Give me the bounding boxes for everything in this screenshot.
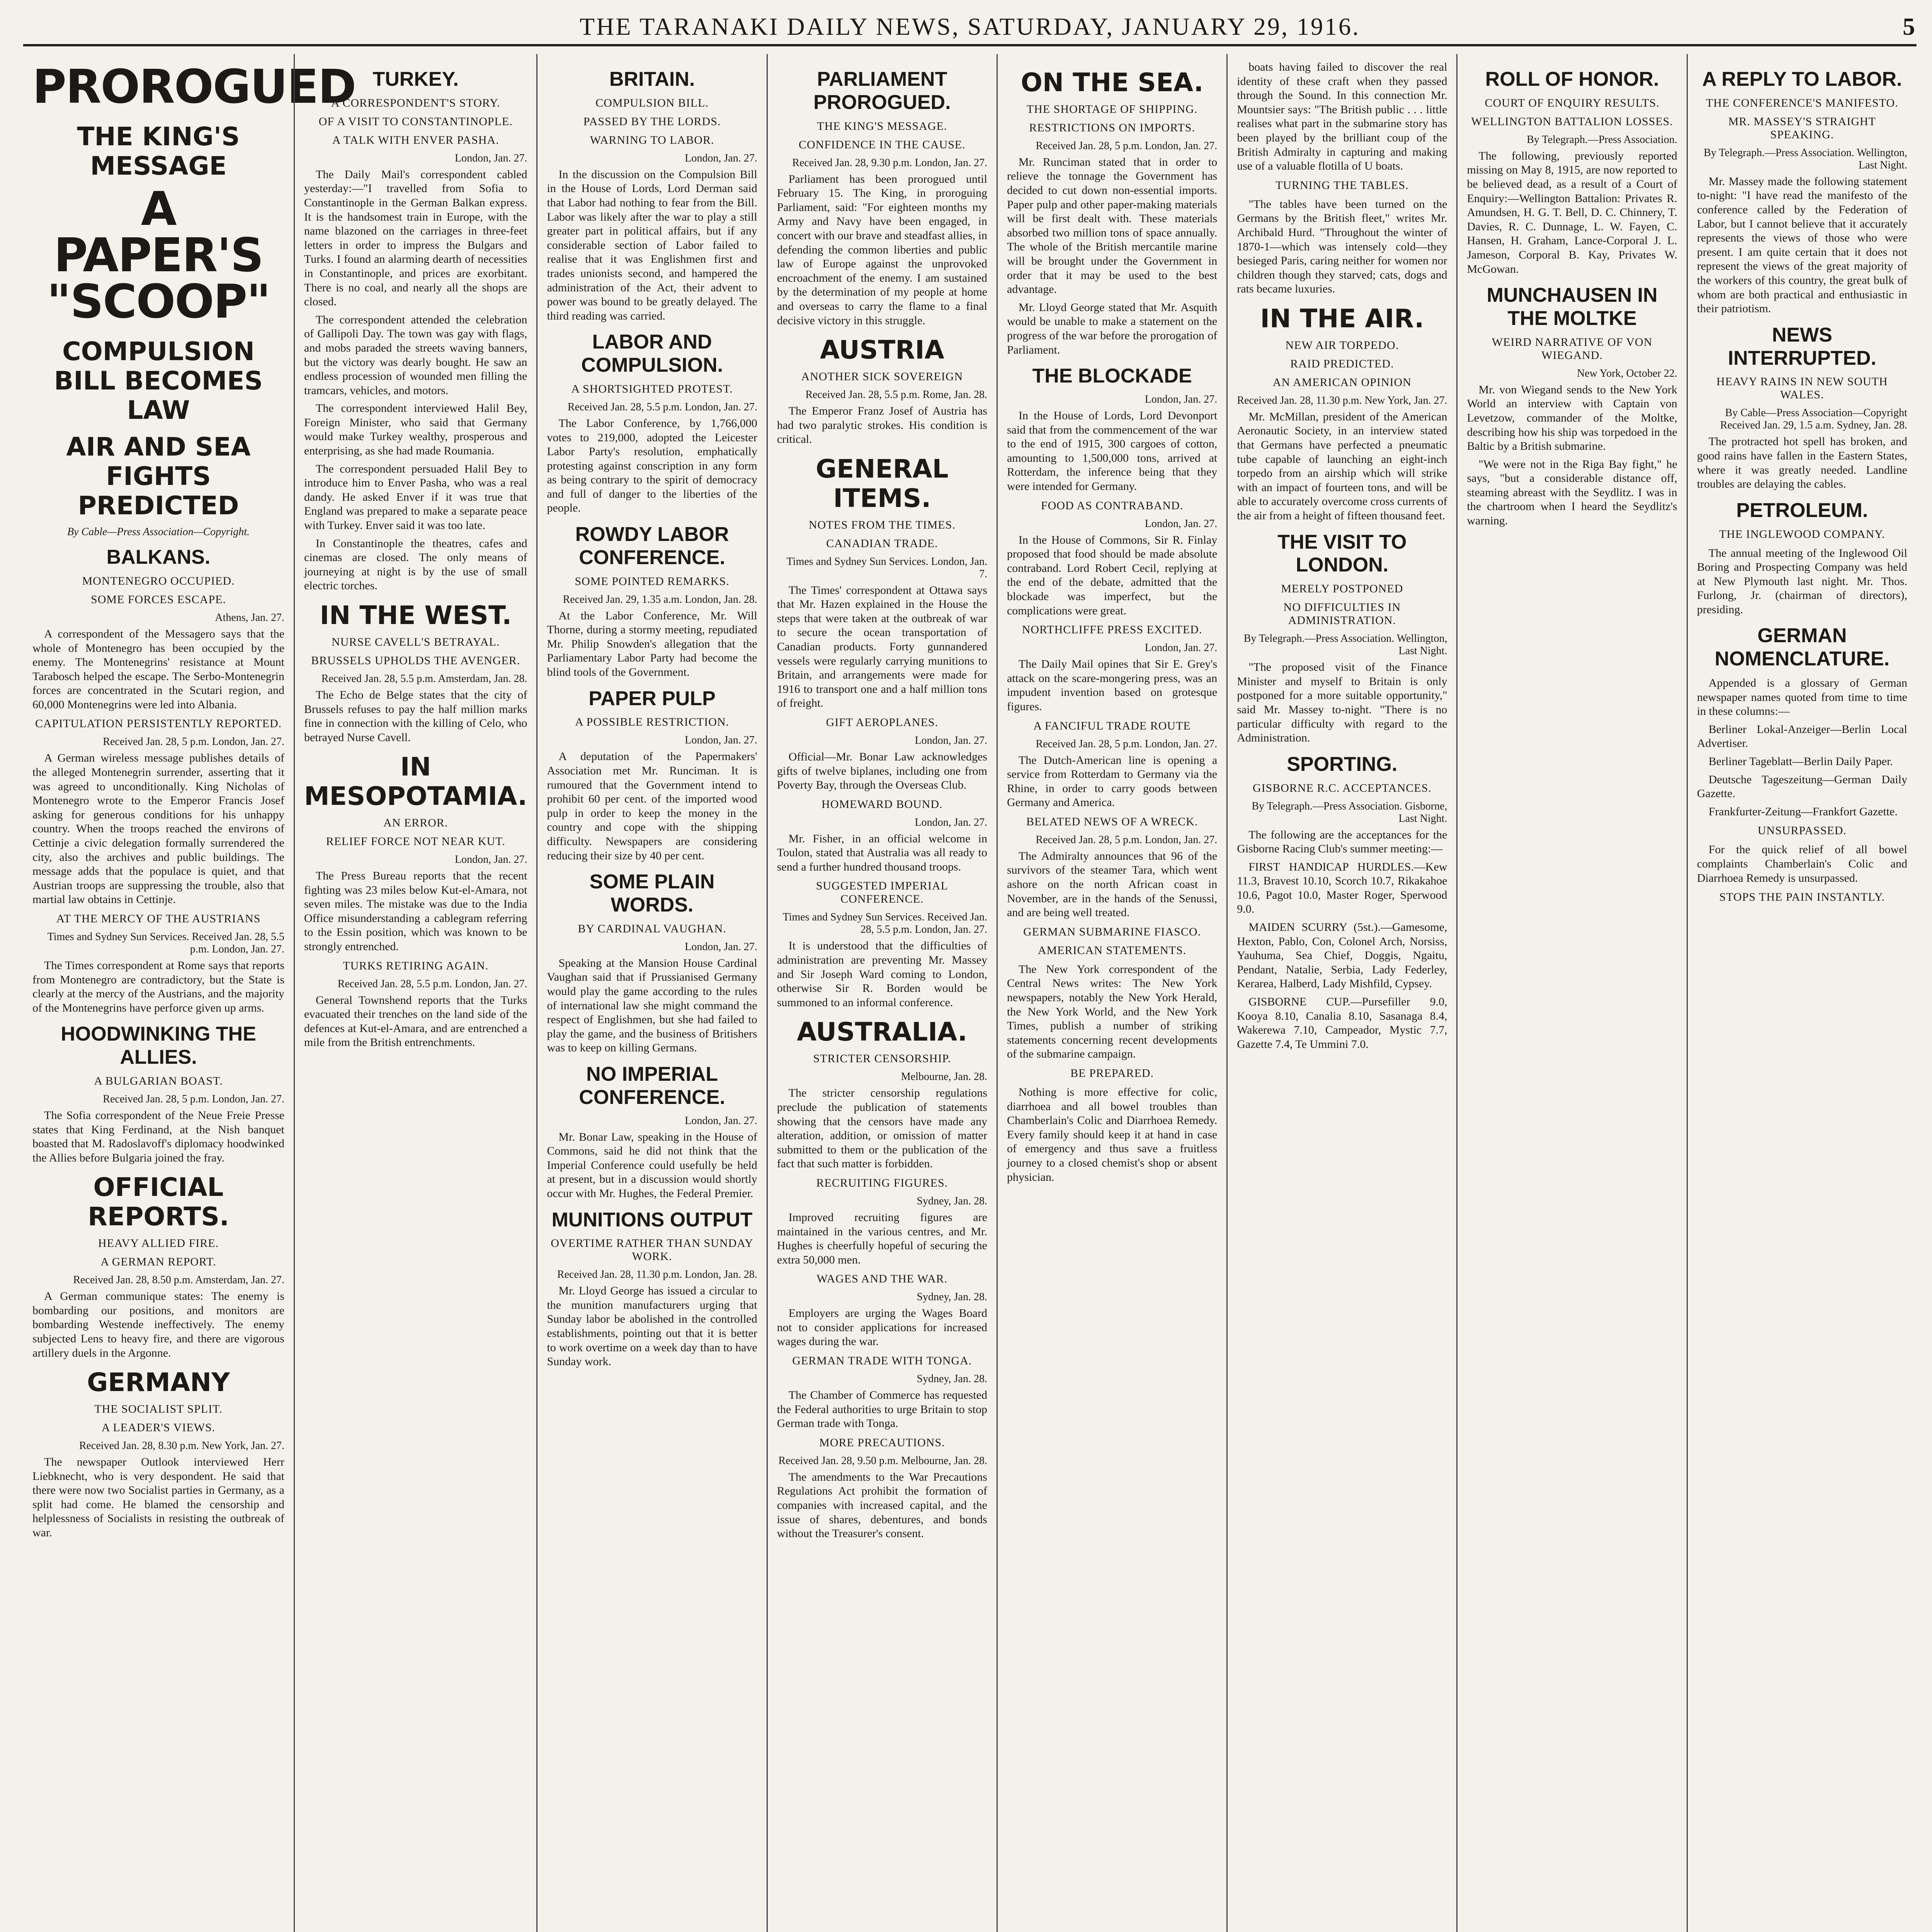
article-paragraph: The Press Bureau reports that the recent fighting was 23 miles below Kut-el-Amara, not seven miles. The mistake was due to the India Office misunderstanding a cablegram referring to the Essin position, which was known to be strongly entrenched. <box>304 869 527 953</box>
subheadline: GERMAN TRADE WITH TONGA. <box>792 1354 972 1367</box>
column-5 <box>997 54 1226 1932</box>
dateline: Received Jan. 28, 5 p.m. London, Jan. 27. <box>1036 139 1218 152</box>
subheadline: A GERMAN REPORT. <box>100 1255 216 1269</box>
article-paragraph: The Times' correspondent at Ottawa says that Mr. Hazen explained in the House the steps that were taken at the outbreak of war to secure the ocean transportation of Canadian products. Forty gunnandered vessels were regularly carrying munitions to Britain, and arrangements were made for 1916 to transport one and a half million tons of freight. <box>777 583 987 710</box>
dateline: London, Jan. 27. <box>1145 393 1218 405</box>
subheadline: STRICTER CENSORSHIP. <box>813 1052 951 1065</box>
article-paragraph: Mr. von Wiegand sends to the New York World an interview with Captain von Levetzow, commander of the Moltke, describing how his ship was torpedoed in the Baltic by a British submarine. <box>1467 383 1677 453</box>
headline: IN THE WEST. <box>320 600 512 631</box>
dateline: London, Jan. 27. <box>915 734 987 747</box>
article-paragraph: Mr. Bonar Law, speaking in the House of Commons, said he did not think that the Imperial Conference could usefully be held at present, but in a discussion would shortly occur with Mr. Hughes, the Federal Premier. <box>547 1130 757 1200</box>
subheadline: MERELY POSTPONED <box>1281 582 1403 595</box>
article-paragraph: In the discussion on the Compulsion Bill in the House of Lords, Lord Derman said that Labor had nothing to fear from the Bill. Labor was likely after the war to play a still greater part in political affairs, but if any considerable section of Labor failed to realise that it was Englishmen first and trades unionists second, and hampered the administration of the Act, their advent to power was bound to be greatly delayed. The third reading was carried. <box>547 168 757 322</box>
subheadline: NEW AIR TORPEDO. <box>1285 338 1399 352</box>
article-paragraph: A German communique states: The enemy is bombarding our positions, and monitors are bombarding Westende ineffectively. The enemy subjected Lens to heavy fire, and there are vigorous artillery duels in the Argonne. <box>32 1290 284 1359</box>
dateline: Received Jan. 28, 8.30 p.m. New York, Jan. 27. <box>79 1440 284 1452</box>
subheadline: WEIRD NARRATIVE OF VON WIEGAND. <box>1492 335 1653 362</box>
headline: PETROLEUM. <box>1736 499 1868 522</box>
subheadline: AN ERROR. <box>383 816 448 830</box>
headline: THE KING'S MESSAGE <box>77 122 240 181</box>
subheadline: A LEADER'S VIEWS. <box>101 1421 216 1434</box>
article-paragraph: The Emperor Franz Josef of Austria has had two paralytic strokes. His condition is critical. <box>777 405 987 446</box>
article-paragraph: "The proposed visit of the Finance Minister and myself to Britain is only postponed for a more suitable opportunity," said Mr. Massey to-night. "There is no particular difficulty with regard to the Administration. <box>1237 661 1447 745</box>
subheadline: SOME FORCES ESCAPE. <box>91 593 226 606</box>
masthead-title: THE TARANAKI DAILY NEWS, SATURDAY, JANUARY 29, 1916. <box>580 13 1360 40</box>
headline: HOODWINKING THE ALLIES. <box>61 1023 256 1069</box>
headline: AUSTRALIA. <box>797 1017 968 1047</box>
dateline: Received Jan. 28, 11.30 p.m. New York, Jan. 27. <box>1237 394 1447 406</box>
article-paragraph: Speaking at the Mansion House Cardinal Vaughan said that if Prussianised Germany would play the game according to the rules of international law she might command the respect of Englishmen, but she had failed to play the game, and the business of Britishers was to keep on killing Germans. <box>547 956 757 1054</box>
headline: THE BLOCKADE <box>1032 365 1192 388</box>
headline: IN MESOPOTAMIA. <box>304 752 527 811</box>
subheadline: RECRUITING FIGURES. <box>816 1176 948 1189</box>
article-paragraph: The Echo de Belge states that the city of Brussels refuses to pay the half million marks fine in connection with the killing of Celo, who betrayed Nurse Cavell. <box>304 688 527 744</box>
headline: AIR AND SEA FIGHTS PREDICTED <box>66 432 251 521</box>
article-paragraph: Deutsche Tageszeitung—German Daily Gazette. <box>1697 773 1907 800</box>
subheadline: RESTRICTIONS ON IMPORTS. <box>1029 121 1195 134</box>
article-paragraph: Nothing is more effective for colic, diarrhoea and all bowel troubles than Chamberlain's Colic and Diarrhoea Remedy. Every family should keep it at hand in case of emergency and thus save a fruitless journey to a closed chemist's shop or absent physician. <box>1007 1086 1218 1184</box>
subheadline: HEAVY RAINS IN NEW SOUTH WALES. <box>1716 375 1888 401</box>
subheadline: CAPITULATION PERSISTENTLY REPORTED. <box>35 717 282 730</box>
article-paragraph: The protracted hot spell has broken, and good rains have fallen in the Eastern States, where it was greatly needed. Landline troubles are delaying the cables. <box>1697 435 1907 491</box>
headline: A PAPER'S "SCOOP" <box>47 182 270 329</box>
dateline: Melbourne, Jan. 28. <box>901 1071 987 1083</box>
subheadline: SUGGESTED IMPERIAL CONFERENCE. <box>816 879 948 906</box>
column-8 <box>1687 54 1917 1932</box>
column-3 <box>536 54 766 1932</box>
dateline: Received Jan. 28, 5.5 p.m. Rome, Jan. 28. <box>805 389 987 401</box>
article-paragraph: Frankfurter-Zeitung—Frankfort Gazette. <box>1708 805 1898 818</box>
subheadline: SOME POINTED REMARKS. <box>575 575 730 588</box>
article-paragraph: The amendments to the War Precautions Regulations Act prohibit the formation of companies with increased capital, and the issue of shares, debentures, and bonds without the Treasurer's consent. <box>777 1470 987 1540</box>
dateline: By Cable—Press Association—Copyright Received Jan. 29, 1.5 a.m. Sydney, Jan. 28. <box>1720 407 1907 432</box>
dateline: Sydney, Jan. 28. <box>917 1195 987 1207</box>
dateline: London, Jan. 27. <box>1145 642 1218 654</box>
subheadline: NORTHCLIFFE PRESS EXCITED. <box>1022 623 1202 636</box>
article-paragraph: The annual meeting of the Inglewood Oil Boring and Prospecting Company was held at New Plymouth last night. Mr. Thos. Furlong, Jr. (chairman of directors), presiding. <box>1697 546 1907 616</box>
dateline: London, Jan. 27. <box>685 1114 757 1127</box>
dateline: Received Jan. 28, 5.5 p.m. London, Jan. 27. <box>568 401 757 413</box>
article-paragraph: General Townshend reports that the Turks evacuated their trenches on the land side of the defences at Kut-el-Amara, and are entrenched a mile from the British entrenchments. <box>304 993 527 1049</box>
headline: BRITAIN. <box>609 68 695 90</box>
article-paragraph: GISBORNE CUP.—Pursefiller 9.0, Kooya 8.10, Canalia 8.10, Sasanaga 8.4, Wakerewa 7.10, Campeador, Mystic 7.7, Gazette 7.4, Te Ummini 7.0. <box>1237 995 1447 1051</box>
article-paragraph: Employers are urging the Wages Board not to consider applications for increased wages during the war. <box>777 1307 987 1348</box>
dateline: Times and Sydney Sun Services. Received Jan. 28, 5.5 p.m. London, Jan. 27. <box>47 931 284 956</box>
dateline: Sydney, Jan. 28. <box>917 1291 987 1303</box>
column-1 <box>23 54 356 1932</box>
headline: NO IMPERIAL CONFERENCE. <box>579 1063 725 1109</box>
article-paragraph: A deputation of the Papermakers' Association met Mr. Runciman. It is rumoured that the Government intend to prohibit 60 per cent. of the imported wood pulp in order to keep the money in the country and cope with the shipping difficulty. Newspapers are considering reducing their size by 40 per cent. <box>547 750 757 862</box>
article-paragraph: For the quick relief of all bowel complaints Chamberlain's Colic and Diarrhoea Remedy is unsurpassed. <box>1697 843 1907 884</box>
column-4 <box>767 54 997 1932</box>
article-paragraph: The correspondent attended the celebration of Gallipoli Day. The town was gay with flags, and mobs paraded the streets waving banners, but the victory was dearly bought. He saw an endless procession of wounded men filling the tramcars, vehicles, and motors. <box>304 313 527 397</box>
page-number: 5 <box>1903 13 1917 40</box>
headline: NEWS INTERRUPTED. <box>1728 323 1876 369</box>
subheadline: GIFT AEROPLANES. <box>826 716 939 729</box>
headline: PAPER PULP <box>588 687 716 710</box>
dateline: London, Jan. 27. <box>685 940 757 953</box>
column-7 <box>1456 54 1686 1932</box>
subheadline: OVERTIME RATHER THAN SUNDAY WORK. <box>551 1237 753 1263</box>
headline: LABOR AND COMPULSION. <box>581 331 723 377</box>
byline: By Cable—Press Association—Copyright. <box>67 526 250 538</box>
subheadline: THE KING'S MESSAGE. <box>817 119 947 133</box>
dateline: Received Jan. 28, 5 p.m. London, Jan. 27. <box>103 736 284 748</box>
subheadline: BE PREPARED. <box>1070 1067 1154 1080</box>
headline: PARLIAMENT PROROGUED. <box>813 68 951 114</box>
dateline: Times and Sydney Sun Services. Received Jan. 28, 5.5 p.m. London, Jan. 27. <box>782 911 987 936</box>
dateline: By Telegraph.—Press Association. Wellington, Last Night. <box>1243 633 1447 657</box>
subheadline: A SHORTSIGHTED PROTEST. <box>571 382 733 395</box>
article-paragraph: In Constantinople the theatres, cafes and cinemas are closed. The only means of journeying at night is by the use of small electric torches. <box>304 537 527 592</box>
subheadline: WELLINGTON BATTALION LOSSES. <box>1471 115 1673 128</box>
subheadline: A CORRESPONDENT'S STORY. <box>331 96 500 109</box>
dateline: Received Jan. 28, 5.5 p.m. Amsterdam, Jan. 28. <box>321 672 527 685</box>
article-paragraph: Mr. Fisher, in an official welcome in Toulon, stated that Australia was all ready to send a further hundred thousand troops. <box>777 832 987 873</box>
subheadline: THE SHORTAGE OF SHIPPING. <box>1026 102 1198 116</box>
dateline: London, Jan. 27. <box>455 152 527 164</box>
article-paragraph: A correspondent of the Messagero says that the whole of Montenegro has been occupied by the enemy. The Montenegrins' resistance at Mount Tarabosch helped the escape. The Serbo-Montenegrin forces are concentrated in the Scutari region, and 60,000 Montenegrins were led into Albania. <box>32 627 284 711</box>
dateline: London, Jan. 27. <box>685 734 757 747</box>
article-paragraph: The Times correspondent at Rome says that reports from Montenegro are contradictory, but the State is clearly at the mercy of the Austrians, and the majority of the Montenegrins have perforce given up arms. <box>32 959 284 1014</box>
article-paragraph: "We were not in the Riga Bay fight," he says, "but a considerable distance off, steaming abreast with the Seydlitz. I was in the chartroom when I heard the Seydlitz's warning. <box>1467 457 1677 527</box>
article-paragraph: MAIDEN SCURRY (5st.).—Gamesome, Hexton, Pablo, Con, Colonel Arch, Norsiss, Yauhuma, Sea Chief, Doggis, Ngaitu, Pendant, Natalie, Serbia, Lady Federley, Kerarea, Halberd, Lady Mishfild, Cypsey. <box>1237 921 1447 990</box>
dateline: Received Jan. 28, 11.30 p.m. London, Jan. 28. <box>557 1269 757 1281</box>
dateline: Athens, Jan. 27. <box>215 611 284 624</box>
subheadline: UNSURPASSED. <box>1757 824 1847 837</box>
subheadline: MORE PRECAUTIONS. <box>819 1436 945 1449</box>
masthead <box>23 15 1917 46</box>
dateline: Received Jan. 28, 9.50 p.m. Melbourne, Jan. 28. <box>778 1454 987 1467</box>
subheadline: PASSED BY THE LORDS. <box>583 115 721 128</box>
subheadline: WARNING TO LABOR. <box>590 133 714 146</box>
dateline: Received Jan. 28, 5.5 p.m. London, Jan. 27. <box>337 978 527 990</box>
subheadline: FOOD AS CONTRABAND. <box>1041 499 1184 512</box>
column-6 <box>1226 54 1456 1932</box>
dateline: Received Jan. 28, 9.30 p.m. London, Jan. 27. <box>792 156 987 169</box>
article-paragraph: Improved recruiting figures are maintained in the various centres, and Mr. Hughes is cheerfully hopeful of securing the extra 50,000 men. <box>777 1211 987 1266</box>
subheadline: THE SOCIALIST SPLIT. <box>94 1403 223 1415</box>
dateline: Received Jan. 28, 8.50 p.m. Amsterdam, Jan. 27. <box>73 1274 284 1286</box>
subheadline: ANOTHER SICK SOVEREIGN <box>801 370 963 383</box>
subheadline: HEAVY ALLIED FIRE. <box>98 1237 219 1250</box>
dateline: By Telegraph.—Press Association. Gisborne, Last Night. <box>1252 800 1447 825</box>
article-paragraph: The Sofia correspondent of the Neue Freie Presse states that King Ferdinand, at the Nish banquet boasted that M. Radoslavoff's diplomacy hoodwinked the Allies before Bulgaria joined the fray. <box>32 1109 284 1164</box>
article-paragraph: In the House of Lords, Lord Devonport said that from the commencement of the war to the end of 1915, 300 cargoes of cotton, amounting to 1,500,000 tons, arrived at Rotterdam, the inference being that they were intended for Germany. <box>1007 409 1218 493</box>
article-paragraph: The following, previously reported missing on May 8, 1915, are now reported to be believed dead, as a result of a Court of Enquiry:—Wellington Battalion: Privates R. Amundsen, H. G. T. Bell, D. C. Chinnery, T. Davies, R. C. Dunnage, L. W. Fayen, C. Hansen, H. Graham, Lance-Corporal J. L. Jameson, Corporal B. Kay, Privates W. McGowan. <box>1467 149 1677 276</box>
column-2 <box>294 54 536 1932</box>
article-paragraph: Berliner Tageblatt—Berlin Daily Paper. <box>1708 755 1893 768</box>
headline: AUSTRIA <box>820 335 944 365</box>
dateline: Sydney, Jan. 28. <box>917 1373 987 1385</box>
subheadline: BELATED NEWS OF A WRECK. <box>1026 815 1198 828</box>
subheadline: GERMAN SUBMARINE FIASCO. <box>1023 925 1201 938</box>
article-paragraph: Official—Mr. Bonar Law acknowledges gifts of twelve biplanes, including one from Poverty Bay, through the Overseas Club. <box>777 750 987 792</box>
article-paragraph: The Labor Conference, by 1,766,000 votes to 219,000, adopted the Leicester Labor Party's resolution, emphatically protesting against conscription in any form as being contrary to the spirit of democracy and full of danger to the liberties of the people. <box>547 417 757 515</box>
headline: SOME PLAIN WORDS. <box>589 871 715 916</box>
subheadline: COMPULSION BILL. <box>595 96 709 109</box>
article-paragraph: The Daily Mail opines that Sir E. Grey's attack on the scare-mongering press, was an impudent invention based on grotesque figures. <box>1007 658 1218 713</box>
subheadline: CONFIDENCE IN THE CAUSE. <box>798 138 966 151</box>
article-paragraph: A German wireless message publishes details of the alleged Montenegrin surrender, asserting that it was agreed to unconditionally. King Nicholas of Montenegro wrote to the Emperor Francis Josef asking for generous conditions for his unhappy country. When the troops reached the environs of Cettinje a civic delegation formally surrendered the city, also the archives and public buildings. The message adds that the populace is quiet, and that Austrian troops are suppressing the trouble, also that martial law obtains in Cettinje. <box>32 752 284 906</box>
headline: TURKEY. <box>372 68 459 90</box>
newspaper-page <box>23 54 1917 1932</box>
article-paragraph: The Chamber of Commerce has requested the Federal authorities to urge Britain to stop German trade with Tonga. <box>777 1389 987 1430</box>
article-paragraph: Mr. Lloyd George has issued a circular to the munition manufacturers urging that Sunday labor be abolished in the controlled establishments, pointing out that it is better to work overtime on a week day than to have Sunday work. <box>547 1284 757 1368</box>
subheadline: STOPS THE PAIN INSTANTLY. <box>1719 891 1885 904</box>
article-paragraph: It is understood that the difficulties of administration are preventing Mr. Massey and Sir Joseph Ward coming to London, otherwise Sir R. Borden would be summoned to an informal conference. <box>777 939 987 1009</box>
subheadline: AMERICAN STATEMENTS. <box>1037 944 1187 957</box>
subheadline: OF A VISIT TO CONSTANTINOPLE. <box>318 115 513 128</box>
subheadline: THE INGLEWOOD COMPANY. <box>1719 527 1885 541</box>
article-paragraph: In the House of Commons, Sir R. Finlay proposed that food should be made absolute contraband. Lord Robert Cecil, replying at the end of the debate, admitted that the blockade was imperfect, but the complications were great. <box>1007 533 1218 617</box>
dateline: London, Jan. 27. <box>1145 517 1218 530</box>
headline: ON THE SEA. <box>1020 68 1204 97</box>
headline: ROWDY LABOR CONFERENCE. <box>575 523 729 569</box>
article-paragraph: The correspondent interviewed Halil Bey, Foreign Minister, who said that Germany would make Turkey wealthy, prosperous and enterprising, as she had made Roumania. <box>304 402 527 457</box>
subheadline: TURNING THE TABLES. <box>1276 179 1409 192</box>
subheadline: A BULGARIAN BOAST. <box>94 1074 223 1087</box>
headline: GERMANY <box>87 1367 230 1398</box>
article-paragraph: Mr. McMillan, president of the American Aeronautic Society, in an interview stated that Germans have perfected a pneumatic tube capable of launching an eight-inch torpedo from an airship which will strike with an impact of fourteen tons, and will be able to accurately overcome cross currents of the air from a height of fifteen thousand feet. <box>1237 410 1447 522</box>
article-paragraph: The New York correspondent of the Central News writes: The New York newspapers, notably the New York Herald, the New York World, and the New York Times, publish a number of striking statements concerning recent developments of the submarine campaign. <box>1007 963 1218 1061</box>
article-paragraph: The Daily Mail's correspondent cabled yesterday:—"I travelled from Sofia to Constantinople in the German Balkan express. It is the handsomest train in Europe, with the name blazoned on the carriages in three-feet letters in order to impress the Bulgars and Turks. I found an alarming dearth of necessities in Constantinople, and prices are exorbitant. There is no coal, and nearly all the shops are closed. <box>304 168 527 308</box>
headline: ROLL OF HONOR. <box>1485 68 1659 90</box>
dateline: Received Jan. 28, 5 p.m. London, Jan. 27. <box>1036 738 1218 750</box>
dateline: London, Jan. 27. <box>915 816 987 828</box>
dateline: Received Jan. 28, 5 p.m. London, Jan. 27. <box>1036 833 1218 846</box>
subheadline: NO DIFFICULTIES IN ADMINISTRATION. <box>1283 601 1401 627</box>
subheadline: MONTENEGRO OCCUPIED. <box>82 574 235 587</box>
article-paragraph: The Dutch-American line is opening a service from Rotterdam to Germany via the Rhine, in order to carry goods between Germany and America. <box>1007 753 1218 809</box>
subheadline: TURKS RETIRING AGAIN. <box>343 959 489 972</box>
subheadline: COURT OF ENQUIRY RESULTS. <box>1485 96 1660 109</box>
article-paragraph: "The tables have been turned on the Germans by the British fleet," writes Mr. Archibald Hurd. "Throughout the winter of 1870-1—which was intensely cold—they besieged Paris, caring neither for women nor children though they starved; cats, dogs and rats became luxuries. <box>1237 197 1447 296</box>
subheadline: MR. MASSEY'S STRAIGHT SPEAKING. <box>1728 115 1876 141</box>
dateline: By Telegraph.—Press Association. Wellington, Last Night. <box>1704 146 1907 171</box>
article-paragraph: Berliner Lokal-Anzeiger—Berlin Local Advertiser. <box>1697 723 1907 750</box>
dateline: New York, October 22. <box>1577 367 1677 379</box>
headline: GERMAN NOMENCLATURE. <box>1714 624 1890 670</box>
subheadline: A FANCIFUL TRADE ROUTE <box>1033 719 1191 732</box>
subheadline: BY CARDINAL VAUGHAN. <box>578 922 726 935</box>
subheadline: WAGES AND THE WAR. <box>816 1272 948 1286</box>
article-paragraph: Mr. Massey made the following statement to-night: "I have read the manifesto of the conference called by the Federation of Labor, but I cannot believe that it accurately represents the views of those who were present. I am quite certain that it does not represent the views of the great majority of the workers of this country, the great bulk of whom are both practical and enthusiastic in their patriotism. <box>1697 175 1907 315</box>
headline: SPORTING. <box>1287 753 1398 776</box>
article-paragraph: Appended is a glossary of German newspaper names quoted from time to time in these columns:— <box>1697 677 1907 718</box>
subheadline: A TALK WITH ENVER PASHA. <box>332 133 499 146</box>
dateline: Received Jan. 29, 1.35 a.m. London, Jan. 28. <box>563 593 757 605</box>
headline: MUNITIONS OUTPUT <box>551 1208 753 1231</box>
dateline: Times and Sydney Sun Services. London, Jan. 7. <box>786 555 987 580</box>
subheadline: BRUSSELS UPHOLDS THE AVENGER. <box>311 654 520 667</box>
headline: GENERAL ITEMS. <box>816 454 949 513</box>
article-paragraph: Mr. Runciman stated that in order to relieve the tonnage the Government has decided to cut down non-essential imports. Paper pulp and other paper-making materials will be first dealt with. These materials absorbed two million tons of space annually. The whole of the British mercantile marine will be brought under the Government in order that it may be used to the best advantage. <box>1007 155 1218 296</box>
article-paragraph: The newspaper Outlook interviewed Herr Liebknecht, who is very despondent. He said that there were now two Socialist parties in Germany, as a split had come. He blamed the censorship and helplessness of Socialists in resisting the outbreak of war. <box>32 1456 284 1539</box>
article-paragraph: At the Labor Conference, Mr. Will Thorne, during a stormy meeting, repudiated Mr. Philip Snowden's allegation that the Parliamentary Labor Party had become the blind tools of the Government. <box>547 609 757 679</box>
subheadline: HOMEWARD BOUND. <box>821 798 943 811</box>
dateline: London, Jan. 27. <box>685 152 757 164</box>
headline: BALKANS. <box>106 546 211 569</box>
subheadline: CANADIAN TRADE. <box>826 537 938 550</box>
article-paragraph: Mr. Lloyd George stated that Mr. Asquith would be unable to make a statement on the progress of the war before the prorogation of Parliament. <box>1007 301 1218 356</box>
subheadline: NOTES FROM THE TIMES. <box>808 518 956 531</box>
headline: MUNCHAUSEN IN THE MOLTKE <box>1486 284 1658 330</box>
dateline: London, Jan. 27. <box>455 854 527 866</box>
article-paragraph: The Admiralty announces that 96 of the survivors of the steamer Tara, which went ashore on the north African coast in November, are in the hands of the Senussi, and are being well treated. <box>1007 849 1218 919</box>
headline: PROROGUED <box>32 60 356 114</box>
article-paragraph: boats having failed to discover the real identity of these craft when they passed through the Sound. In this connection Mr. Mountsier says: "The British public . . . little realises what part in the submarine story has been played by the brilliant coup of the British Admiralty in capturing and making use of a valuable flotilla of U boats. <box>1237 61 1447 173</box>
subheadline: AT THE MERCY OF THE AUSTRIANS <box>56 912 261 925</box>
headline: IN THE AIR. <box>1260 303 1424 333</box>
dateline: Received Jan. 28, 5 p.m. London, Jan. 27. <box>103 1093 284 1105</box>
subheadline: GISBORNE R.C. ACCEPTANCES. <box>1252 781 1432 794</box>
dateline: By Telegraph.—Press Association. <box>1527 133 1677 146</box>
subheadline: NURSE CAVELL'S BETRAYAL. <box>332 635 500 648</box>
article-paragraph: The correspondent persuaded Halil Bey to introduce him to Enver Pasha, who was a real dandy. He asked Enver if it was true that England was prepared to make a separate peace with Turkey. Enver said it was too late. <box>304 462 527 532</box>
headline: OFFICIAL REPORTS. <box>88 1172 229 1232</box>
article-paragraph: FIRST HANDICAP HURDLES.—Kew 11.3, Bravest 10.10, Scorch 10.7, Rikakahoe 10.6, Pagot 10.0, Master Roger, Sperwood 9.0. <box>1237 860 1447 916</box>
article-paragraph: The stricter censorship regulations preclude the publication of statements showing that the censors have made any alteration, addition, or omission of matter submitted to them or the publication of the fact that such matter is forbidden. <box>777 1087 987 1170</box>
subheadline: A POSSIBLE RESTRICTION. <box>575 716 730 729</box>
subheadline: AN AMERICAN OPINION <box>1272 376 1412 389</box>
subheadline: THE CONFERENCE'S MANIFESTO. <box>1706 96 1898 109</box>
article-paragraph: Parliament has been prorogued until February 15. The King, in proroguing Parliament, said: "For eighteen months my Army and Navy have been engaged, in concert with our brave and steadfast allies, in defending the common liberties and public law of Europe against the unprovoked encroachment of the enemy. I am sustained by the determination of my people at home and overseas to carry the flame to a final decisive victory in this struggle. <box>777 172 987 327</box>
headline: A REPLY TO LABOR. <box>1702 68 1902 90</box>
subheadline: RELIEF FORCE NOT NEAR KUT. <box>326 835 505 848</box>
article-paragraph: The following are the acceptances for the Gisborne Racing Club's summer meeting:— <box>1237 828 1447 855</box>
headline: THE VISIT TO LONDON. <box>1277 531 1407 577</box>
subheadline: RAID PREDICTED. <box>1290 357 1394 370</box>
headline: COMPULSION BILL BECOMES LAW <box>54 336 263 425</box>
